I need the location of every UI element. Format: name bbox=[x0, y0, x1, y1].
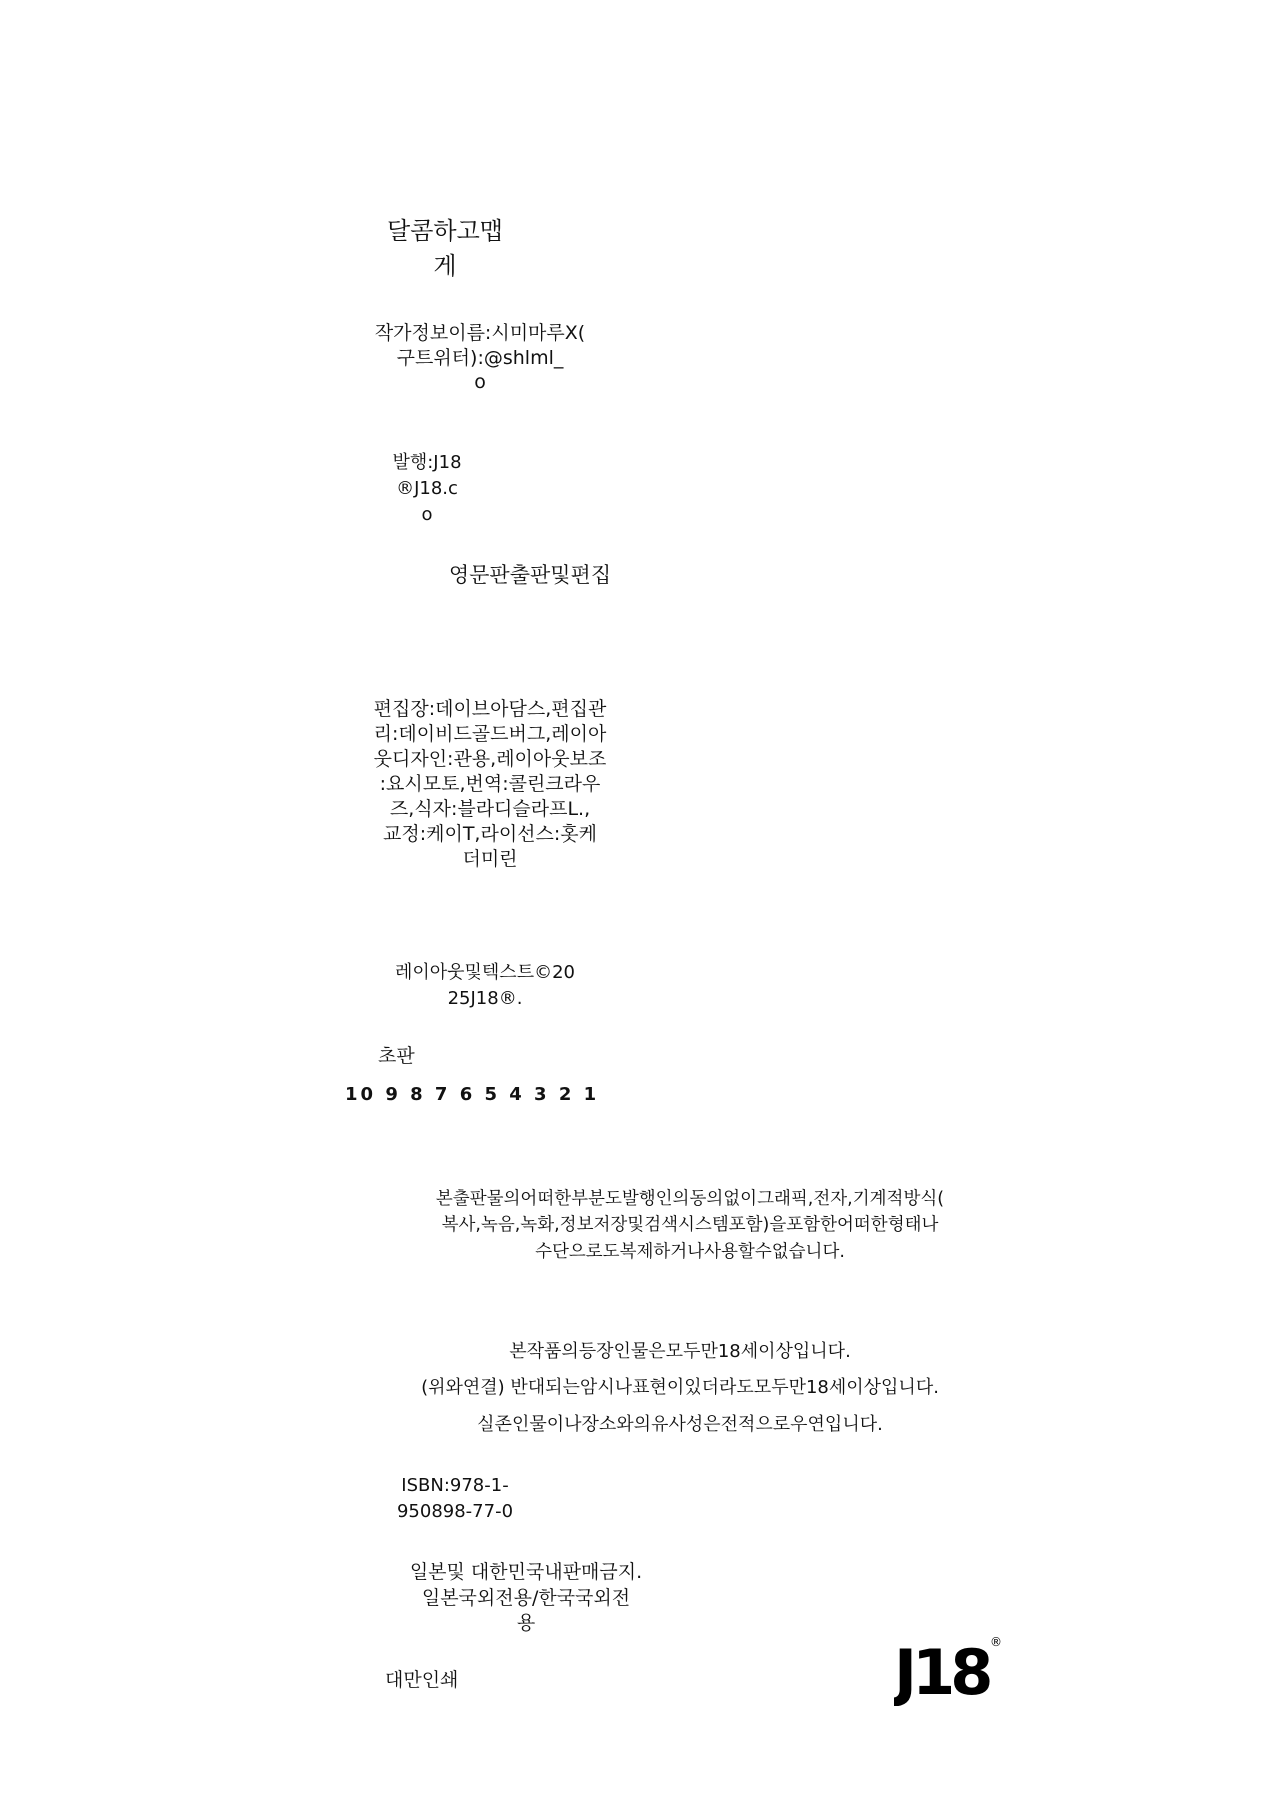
region-notice bbox=[366, 1560, 686, 1637]
translation-heading: 영문판출판및편집 bbox=[448, 563, 612, 587]
credits-line: :요시모토,번역:콜린크라우 bbox=[379, 773, 601, 796]
book-title-line: 게 bbox=[433, 251, 457, 280]
copyright-line: 25J18®. bbox=[447, 988, 523, 1010]
region-line: 용 bbox=[516, 1612, 536, 1635]
credits-line: 더미린 bbox=[462, 848, 518, 871]
print-line: 10 9 8 7 6 5 4 3 2 1 bbox=[345, 1084, 600, 1105]
region-line: 일본및 대한민국내판매금지. bbox=[409, 1561, 643, 1583]
copyright-line: 레이아웃및텍스트©20 bbox=[394, 962, 575, 983]
credits-line: 리:데이비드골드버그,레이아 bbox=[373, 723, 607, 746]
publisher-info bbox=[382, 450, 472, 528]
book-title bbox=[360, 214, 530, 284]
isbn-line: 950898-77-0 bbox=[396, 1500, 514, 1522]
age-notice-line-3: 실존인물이나장소와의유사성은전적으로우연입니다. bbox=[477, 1414, 883, 1435]
credits-line: 웃디자인:관용,레이아웃보조 bbox=[373, 748, 607, 771]
credits-block bbox=[350, 697, 630, 873]
author-info-line: 작가정보이름:시미마루X( bbox=[374, 322, 586, 344]
edition-label: 초판 bbox=[378, 1045, 415, 1067]
publisher-line: o bbox=[421, 504, 433, 526]
credits-line: 편집장:데이브아담스,편집관 bbox=[373, 698, 607, 720]
printed-in: 대만인쇄 bbox=[385, 1669, 459, 1691]
logo-registered-mark: ® bbox=[990, 1635, 1002, 1649]
credits-line: 교정:케이T,라이선스:홋케 bbox=[383, 823, 597, 846]
author-info-line: 구트위터):@shlml_ bbox=[396, 346, 564, 369]
logo-text: J18 bbox=[894, 1636, 989, 1706]
j18-logo-icon bbox=[894, 1630, 1006, 1706]
rights-notice bbox=[370, 1186, 1010, 1265]
age-notice-line-2: (위와연결) 반대되는암시나표현이있더라도모두만18세이상입니다. bbox=[421, 1377, 939, 1398]
rights-line: 수단으로도복제하거나사용할수없습니다. bbox=[535, 1241, 845, 1262]
isbn bbox=[395, 1473, 515, 1524]
copyright-notice bbox=[375, 960, 595, 1012]
author-info bbox=[360, 321, 600, 395]
publisher-line: ®J18.c bbox=[396, 478, 458, 500]
credits-line: 즈,식자:블라디슬라프L., bbox=[389, 798, 591, 821]
region-line: 일본국외전용/한국국외전 bbox=[421, 1586, 631, 1609]
book-title-line: 달콤하고맵 bbox=[387, 217, 503, 245]
rights-line: 복사,녹음,녹화,정보저장및검색시스템포함)을포함한어떠한형태나 bbox=[441, 1215, 939, 1236]
rights-line: 본출판물의어떠한부분도발행인의동의없이그래픽,전자,기계적방식( bbox=[435, 1189, 945, 1209]
isbn-line: ISBN:978-1- bbox=[401, 1475, 509, 1496]
age-notice-line-1: 본작품의등장인물은모두만18세이상입니다. bbox=[509, 1341, 851, 1362]
publisher-line: 발행:J18 bbox=[392, 452, 462, 473]
author-info-line: o bbox=[474, 371, 486, 394]
